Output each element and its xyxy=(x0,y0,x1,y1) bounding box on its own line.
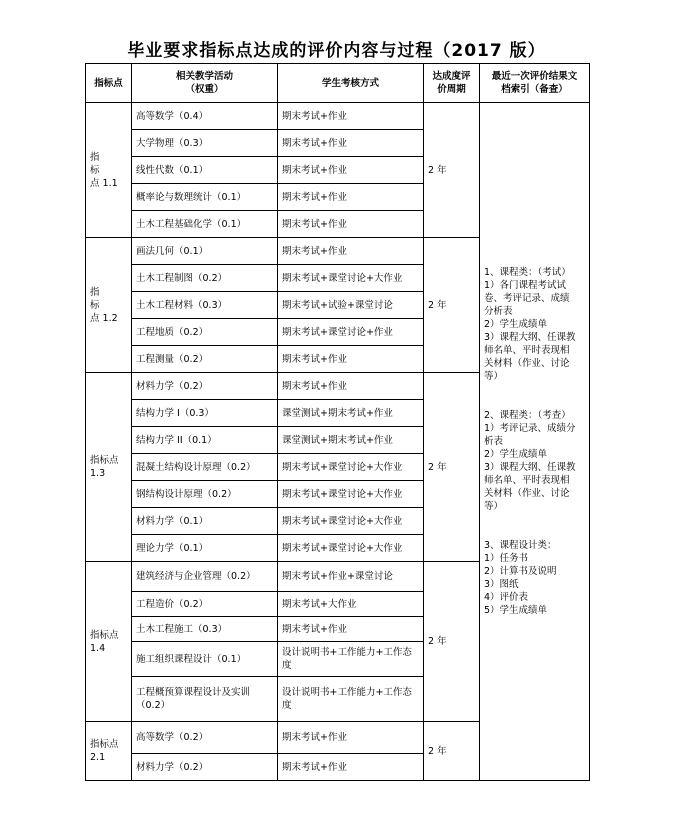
period-cell: 2 年 xyxy=(424,103,480,238)
activity-cell: 结构力学 II（0.1） xyxy=(132,427,278,454)
method-cell: 期末考试+作业 xyxy=(278,184,424,211)
method-cell: 课堂测试+期末考试+作业 xyxy=(278,400,424,427)
method-cell: 期末考试+作业 xyxy=(278,157,424,184)
header-method: 学生考核方式 xyxy=(278,64,424,103)
archive-line: 2）学生成绩单 xyxy=(484,449,548,460)
indicator-cell: 指 标 点 1.2 xyxy=(86,238,132,373)
activity-cell: 工程造价（0.2） xyxy=(132,592,278,617)
activity-cell: 土木工程制图（0.2） xyxy=(132,265,278,292)
evaluation-table xyxy=(85,63,590,781)
method-cell: 期末考试+课堂讨论+大作业 xyxy=(278,535,424,562)
method-cell: 设计说明书+工作能力+工作态度 xyxy=(278,677,424,722)
method-cell: 期末考试+作业 xyxy=(278,373,424,400)
method-cell: 期末考试+试验+课堂讨论 xyxy=(278,292,424,319)
table-row xyxy=(86,103,590,130)
period-cell: 2 年 xyxy=(424,722,480,781)
archive-line: 3）图纸 xyxy=(484,579,519,590)
method-cell: 期末考试+作业 xyxy=(278,103,424,130)
indicator-cell: 指标点 1.3 xyxy=(86,373,132,562)
archive-line: 师名单、平时表现相 xyxy=(484,345,570,356)
archive-line: 分析表 xyxy=(484,306,513,317)
header-indicator: 指标点 xyxy=(86,64,132,103)
header-activity: 相关教学活动 （权重） xyxy=(132,64,278,103)
archive-line: 关材料（作业、讨论 xyxy=(484,488,570,499)
archive-line: 3）课程大纲、任课教 xyxy=(484,462,576,473)
activity-cell: 施工组织课程设计（0.1） xyxy=(132,642,278,677)
method-cell: 课堂测试+期末考试+作业 xyxy=(278,427,424,454)
method-cell: 期末考试+作业 xyxy=(278,130,424,157)
method-cell: 期末考试+作业 xyxy=(278,617,424,642)
archive-line: 等） xyxy=(484,501,504,512)
archive-line: 卷、考评记录、成绩 xyxy=(484,293,570,304)
activity-cell: 线性代数（0.1） xyxy=(132,157,278,184)
activity-cell: 钢结构设计原理（0.2） xyxy=(132,481,278,508)
activity-cell: 工程测量（0.2） xyxy=(132,346,278,373)
archive-line: 5）学生成绩单 xyxy=(484,605,548,616)
activity-cell: 画法几何（0.1） xyxy=(132,238,278,265)
archive-line: 1）任务书 xyxy=(484,553,529,564)
activity-cell: 工程概预算课程设计及实训（0.2） xyxy=(132,677,278,722)
archive-line: 析表 xyxy=(484,436,504,447)
activity-cell: 高等数学（0.4） xyxy=(132,103,278,130)
period-cell: 2 年 xyxy=(424,562,480,722)
header-period: 达成度评 价周期 xyxy=(424,64,480,103)
activity-cell: 土木工程材料（0.3） xyxy=(132,292,278,319)
header-archive: 最近一次评价结果文 档索引（备查） xyxy=(480,64,590,103)
method-cell: 期末考试+作业 xyxy=(278,211,424,238)
period-cell: 2 年 xyxy=(424,373,480,562)
archive-line: 2、课程类：（考查） xyxy=(484,410,571,421)
activity-cell: 大学物理（0.3） xyxy=(132,130,278,157)
archive-line: 关材料（作业、讨论 xyxy=(484,358,570,369)
method-cell: 期末考试+作业 xyxy=(278,754,424,781)
archive-line: 1）考评记录、成绩分 xyxy=(484,423,576,434)
activity-cell: 土木工程施工（0.3） xyxy=(132,617,278,642)
method-cell: 期末考试+课堂讨论+大作业 xyxy=(278,454,424,481)
activity-cell: 理论力学（0.1） xyxy=(132,535,278,562)
activity-cell: 材料力学（0.2） xyxy=(132,754,278,781)
activity-cell: 材料力学（0.1） xyxy=(132,508,278,535)
archive-line: 师名单、平时表现相 xyxy=(484,475,570,486)
activity-cell: 结构力学 I（0.3） xyxy=(132,400,278,427)
indicator-cell: 指标点 2.1 xyxy=(86,722,132,781)
archive-index-cell xyxy=(480,103,590,781)
archive-line: 3）课程大纲、任课教 xyxy=(484,332,576,343)
indicator-cell: 指 标 点 1.1 xyxy=(86,103,132,238)
archive-line: 等） xyxy=(484,371,504,382)
archive-line: 1）各门课程考试试 xyxy=(484,280,567,291)
method-cell: 期末考试+作业 xyxy=(278,722,424,754)
method-cell: 期末考试+课堂讨论+大作业 xyxy=(278,481,424,508)
method-cell: 期末考试+大作业 xyxy=(278,592,424,617)
activity-cell: 材料力学（0.2） xyxy=(132,373,278,400)
method-cell: 期末考试+作业 xyxy=(278,346,424,373)
activity-cell: 高等数学（0.2） xyxy=(132,722,278,754)
method-cell: 期末考试+作业 xyxy=(278,238,424,265)
archive-line: 1、课程类：（考试） xyxy=(484,267,571,278)
activity-cell: 混凝土结构设计原理（0.2） xyxy=(132,454,278,481)
method-cell: 期末考试+课堂讨论+作业 xyxy=(278,319,424,346)
archive-line: 2）学生成绩单 xyxy=(484,319,548,330)
method-cell: 设计说明书+工作能力+工作态度 xyxy=(278,642,424,677)
indicator-cell: 指标点 1.4 xyxy=(86,562,132,722)
period-cell: 2 年 xyxy=(424,238,480,373)
archive-line: 3、课程设计类： xyxy=(484,540,557,551)
activity-cell: 概率论与数理统计（0.1） xyxy=(132,184,278,211)
activity-cell: 建筑经济与企业管理（0.2） xyxy=(132,562,278,592)
method-cell: 期末考试+课堂讨论+大作业 xyxy=(278,508,424,535)
archive-line: 4）评价表 xyxy=(484,592,529,603)
method-cell: 期末考试+作业+课堂讨论 xyxy=(278,562,424,592)
document-title: 毕业要求指标点达成的评价内容与过程（2017 版） xyxy=(127,41,546,61)
method-cell: 期末考试+课堂讨论+大作业 xyxy=(278,265,424,292)
activity-cell: 工程地质（0.2） xyxy=(132,319,278,346)
activity-cell: 土木工程基础化学（0.1） xyxy=(132,211,278,238)
archive-line: 2）计算书及说明 xyxy=(484,566,557,577)
